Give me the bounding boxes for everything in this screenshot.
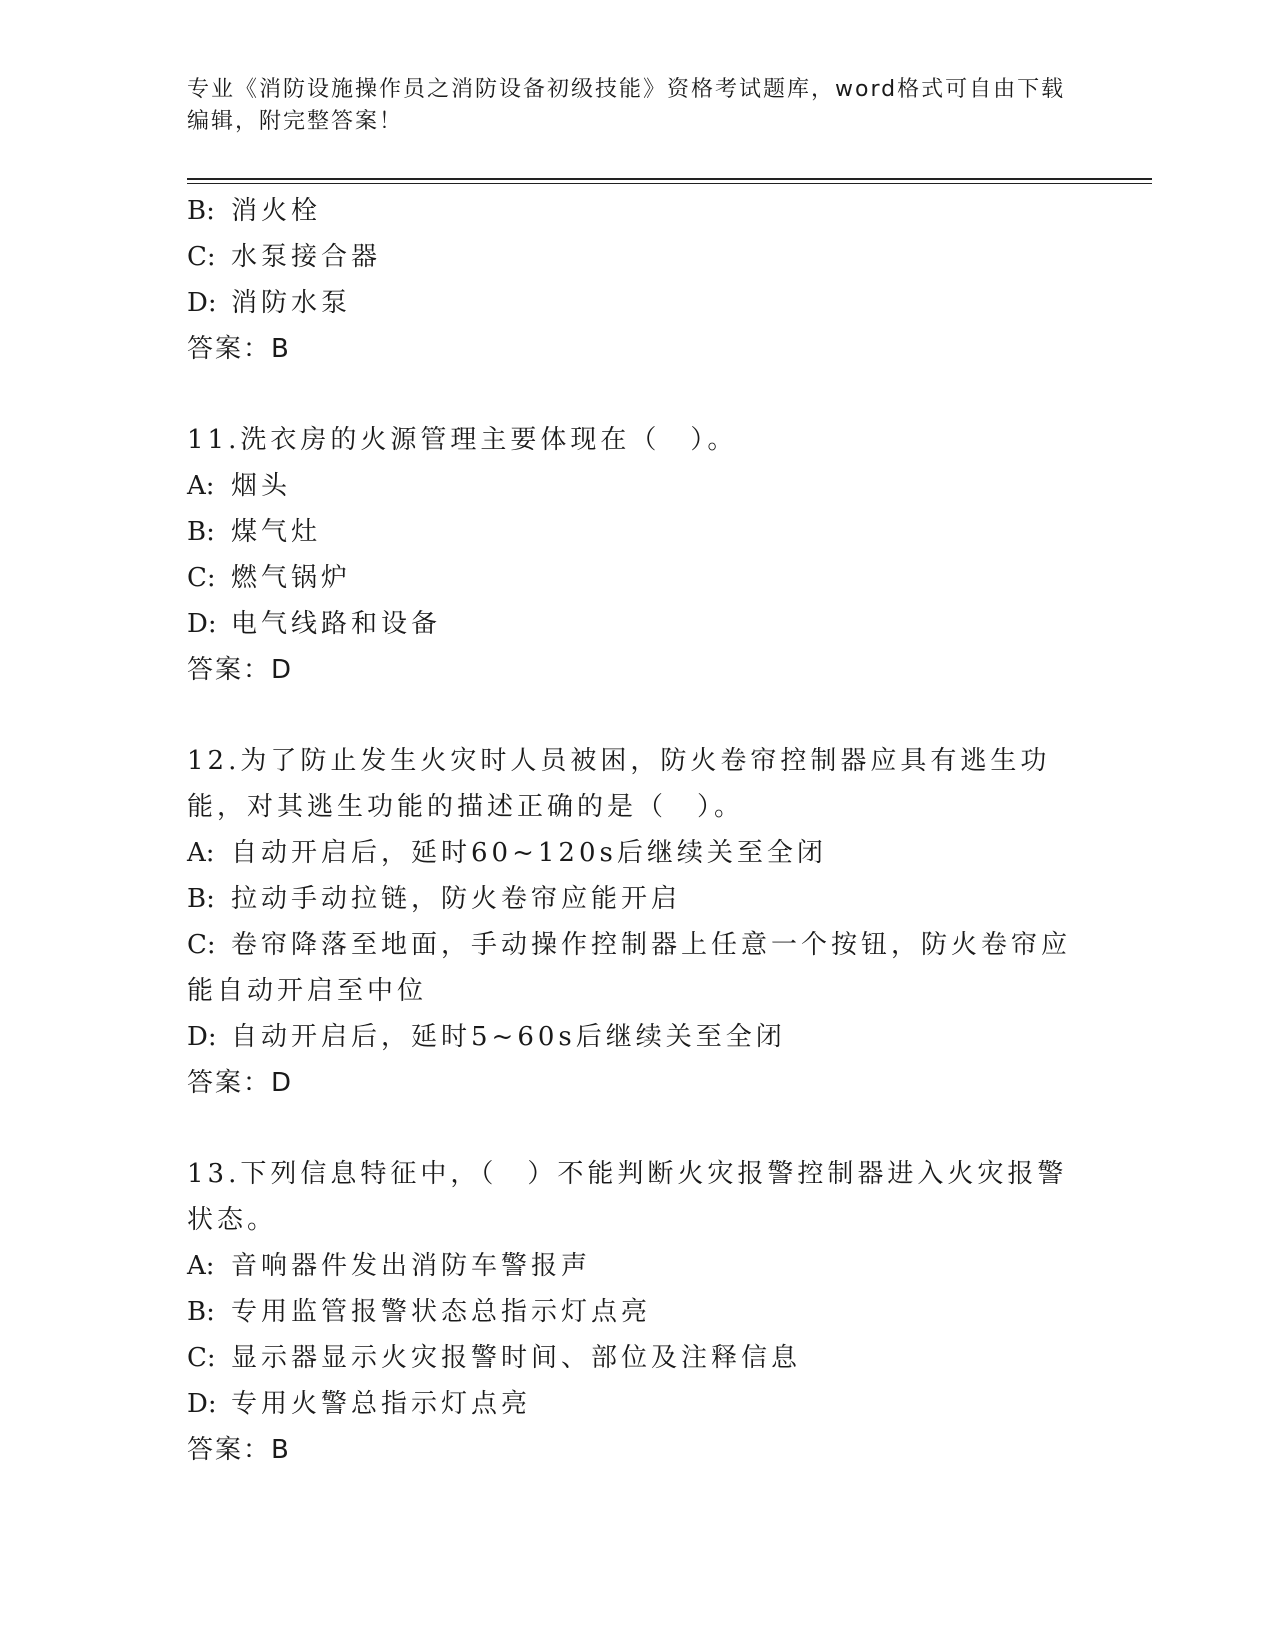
question-13: [187, 1151, 1077, 1473]
option-text: 显示器显示火灾报警时间、部位及注释信息: [231, 1343, 802, 1373]
option-key: D:: [187, 1389, 217, 1419]
option-b: [187, 876, 1077, 922]
option-key: C:: [187, 930, 216, 960]
option-text: 音响器件发出消防车警报声: [231, 1251, 592, 1281]
header-rule-thin: [187, 183, 1152, 184]
option-text: 自动开启后，延时60~120s后继续关至全闭: [231, 838, 827, 868]
question-10-continued: [187, 188, 1077, 372]
option-c: [187, 1335, 1077, 1381]
option-key: C:: [187, 1343, 216, 1373]
option-b: [187, 188, 1077, 234]
header-text: 专业《消防设施操作员之消防设备初级技能》资格考试题库，word格式可自由下载编辑，附完整答案！: [187, 77, 1066, 134]
option-text: 烟头: [231, 471, 292, 501]
spacer: [187, 1106, 1077, 1151]
option-text: 水泵接合器: [231, 242, 382, 272]
option-key: A:: [187, 838, 215, 868]
option-d: [187, 601, 1077, 647]
question-stem: 11.洗衣房的火源管理主要体现在（ ）。: [187, 425, 738, 455]
option-key: D:: [187, 1022, 217, 1052]
option-text: 专用监管报警状态总指示灯点亮: [231, 1297, 652, 1327]
header-rule-thick: [187, 178, 1152, 180]
question-list: [187, 188, 1077, 1473]
option-a: [187, 1243, 1077, 1289]
option-key: B:: [187, 1297, 215, 1327]
option-b: [187, 509, 1077, 555]
answer-line: 答案：B: [187, 1435, 291, 1465]
option-b: [187, 1289, 1077, 1335]
option-key: A:: [187, 471, 215, 501]
option-key: C:: [187, 563, 216, 593]
option-text: 电气线路和设备: [231, 609, 442, 639]
answer-line: 答案：D: [187, 655, 294, 685]
option-key: D:: [187, 609, 217, 639]
option-key: B:: [187, 517, 215, 547]
option-c: [187, 555, 1077, 601]
option-key: B:: [187, 196, 215, 226]
spacer: [187, 693, 1077, 738]
option-key: D:: [187, 288, 217, 318]
option-d: [187, 280, 1077, 326]
option-text: 消防水泵: [231, 288, 352, 318]
answer-line: 答案：B: [187, 334, 291, 364]
option-text: 燃气锅炉: [231, 563, 352, 593]
question-stem: 12.为了防止发生火灾时人员被困，防火卷帘控制器应具有逃生功能，对其逃生功能的描述正确的是（ ）。: [187, 746, 1051, 822]
option-c: [187, 922, 1077, 1014]
option-text: 自动开启后，延时5~60s后继续关至全闭: [231, 1022, 786, 1052]
option-text: 专用火警总指示灯点亮: [231, 1389, 532, 1419]
option-text: 卷帘降落至地面，手动操作控制器上任意一个按钮，防火卷帘应能自动开启至中位: [187, 930, 1072, 1006]
option-key: B:: [187, 884, 215, 914]
option-d: [187, 1381, 1077, 1427]
question-12: [187, 738, 1077, 1106]
option-d: [187, 1014, 1077, 1060]
option-text: 煤气灶: [231, 517, 322, 547]
option-a: [187, 830, 1077, 876]
spacer: [187, 372, 1077, 417]
option-key: A:: [187, 1251, 215, 1281]
option-key: C:: [187, 242, 216, 272]
option-text: 拉动手动拉链，防火卷帘应能开启: [231, 884, 682, 914]
question-11: [187, 417, 1077, 693]
option-text: 消火栓: [231, 196, 322, 226]
answer-line: 答案：D: [187, 1068, 294, 1098]
option-c: [187, 234, 1077, 280]
option-a: [187, 463, 1077, 509]
question-stem: 13.下列信息特征中，（ ）不能判断火灾报警控制器进入火灾报警状态。: [187, 1159, 1068, 1235]
document-header: [187, 74, 1067, 138]
